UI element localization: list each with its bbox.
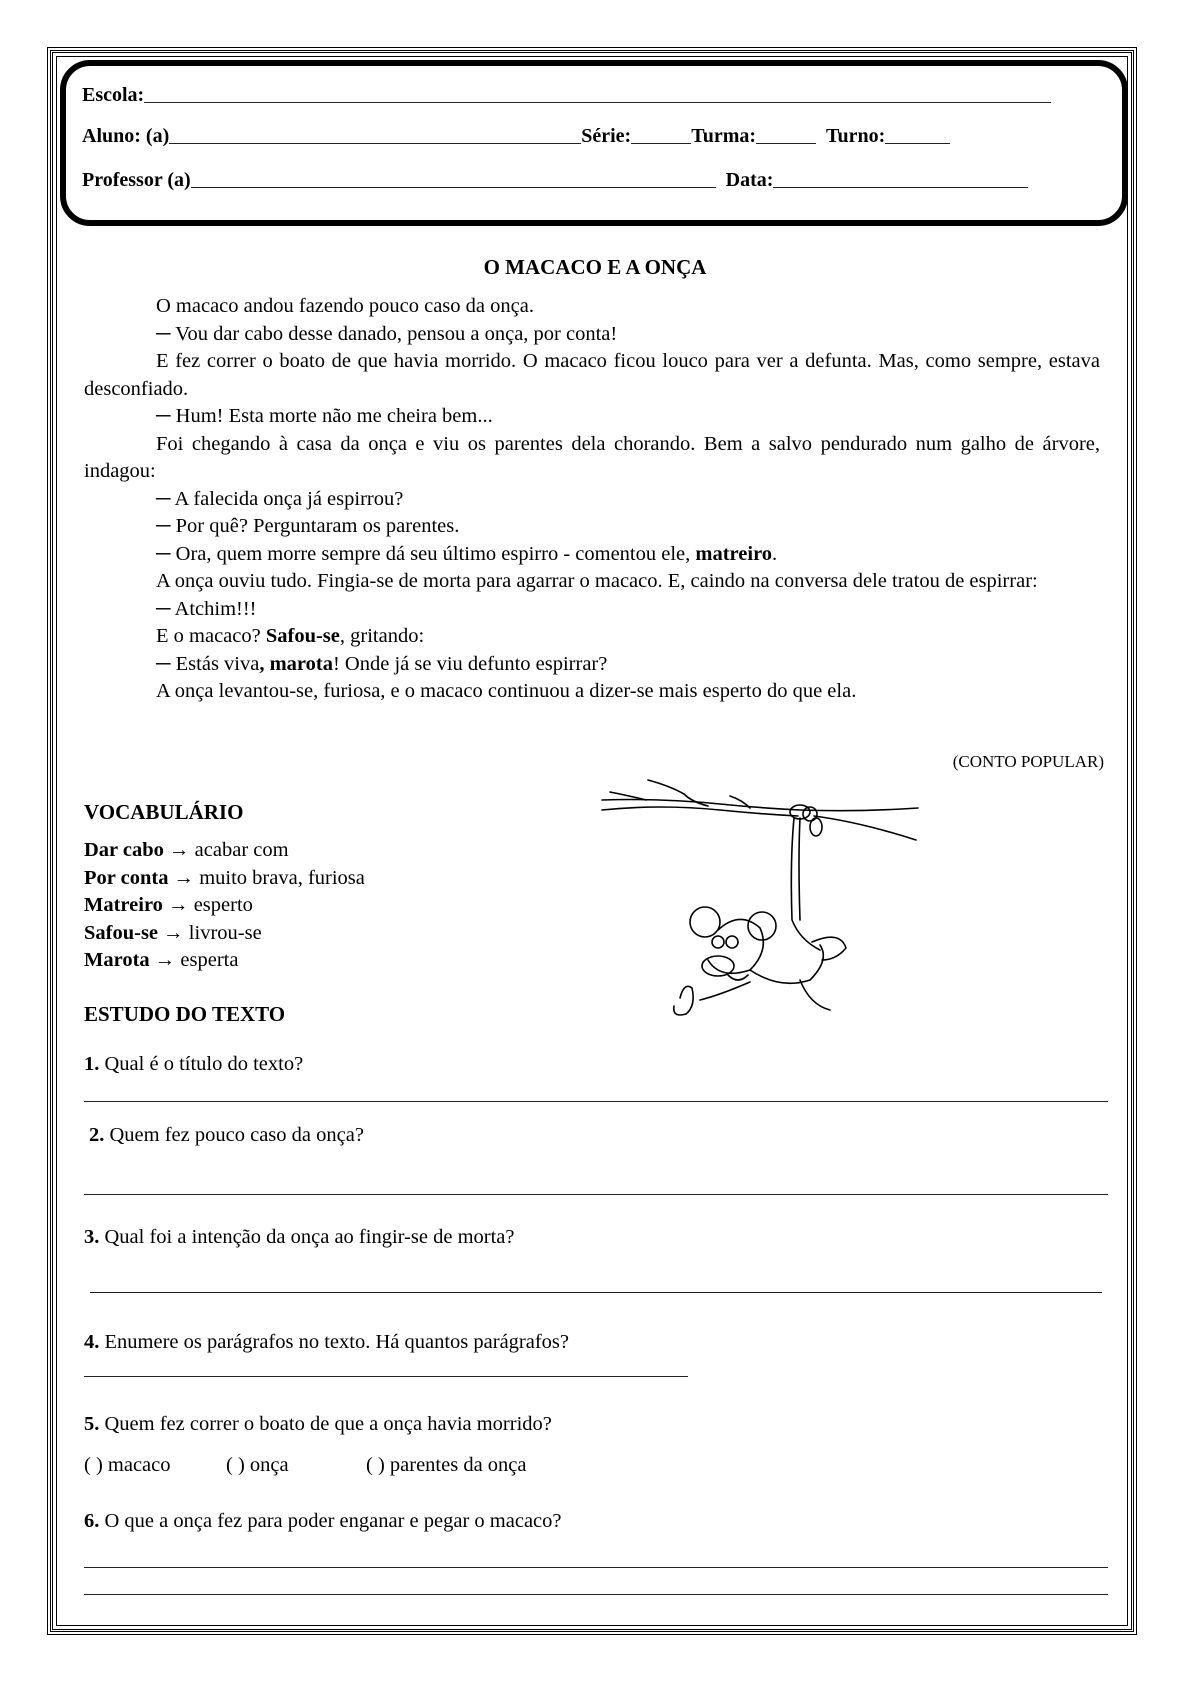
story-paragraph: ─ Hum! Esta morte não me cheira bem... [156, 405, 493, 427]
story-title: O MACACO E A ONÇA [483, 255, 707, 279]
monkey-hanging-illustration [600, 770, 920, 1020]
question-number: 2. [89, 1124, 105, 1146]
option-macaco[interactable]: ( ) macaco [84, 1454, 171, 1476]
vocab-term: Marota [84, 949, 150, 972]
vocabulary-item [84, 837, 365, 865]
date-field[interactable] [773, 167, 1028, 188]
class-label: Turma: [691, 125, 757, 147]
bold-word: Safou-se [265, 625, 340, 647]
story-paragraph: A onça levantou-se, furiosa, e o macaco continuou a dizer-se mais esperto do que ela. [156, 680, 857, 702]
student-row [82, 123, 950, 148]
option-onca[interactable]: ( ) onça [226, 1454, 289, 1476]
text: ! Onde já se viu defunto espirrar? [332, 652, 608, 675]
question-text: Qual foi a intenção da onça ao fingir-se de morta? [99, 1226, 515, 1248]
vocab-meaning: esperto [193, 894, 253, 917]
school-row [82, 82, 1051, 107]
story-paragraph: Foi chegando à casa da onça e viu os parentes dela chorando. Bem a salvo pendurado num galho de árvore, indagou: [84, 432, 1100, 482]
story-paragraph: ─ Atchim!!! [156, 597, 257, 620]
story-paragraph: O macaco andou fazendo pouco caso da onça. [156, 295, 534, 317]
vocabulary-title: VOCABULÁRIO [84, 800, 244, 824]
answer-line-6a[interactable] [84, 1567, 1108, 1568]
school-field[interactable] [144, 82, 1051, 103]
question-number: 5. [84, 1413, 100, 1435]
story-credit: (CONTO POPULAR) [952, 752, 1104, 771]
question-5 [84, 1413, 552, 1436]
shift-label: Turno: [826, 125, 886, 147]
story-text [84, 293, 1100, 706]
class-field[interactable] [756, 123, 816, 144]
question-number: 6. [84, 1510, 100, 1532]
arrow-icon: → [168, 866, 200, 889]
vocab-meaning: esperta [180, 949, 239, 972]
vocab-term: Matreiro [84, 894, 163, 917]
answer-line-3[interactable] [90, 1292, 1102, 1293]
vocab-term: Safou-se [84, 921, 159, 944]
story-paragraph: ─ A falecida onça já espirrou? [156, 487, 404, 510]
vocab-meaning: muito brava, furiosa [199, 866, 365, 889]
question-3 [84, 1226, 514, 1249]
vocab-term: Por conta [84, 866, 169, 889]
student-label: Aluno: (a) [82, 125, 170, 147]
teacher-field[interactable] [191, 167, 716, 188]
story-paragraph: A onça ouviu tudo. Fingia-se de morta para agarrar o macaco. E, caindo na conversa dele tratou de espirrar: [156, 570, 1038, 592]
question-4 [84, 1331, 569, 1354]
teacher-row [82, 167, 1028, 192]
arrow-icon: → [162, 894, 194, 917]
text: ─ Ora, quem morre sempre dá seu último espirro - comentou ele, [156, 542, 696, 565]
question-text: Quem fez pouco caso da onça? [104, 1124, 364, 1146]
branch [602, 800, 918, 811]
vocab-meaning: livrou-se [188, 921, 262, 944]
answer-line-2[interactable] [84, 1194, 1108, 1195]
question-text: Enumere os parágrafos no texto. Há quantos parágrafos? [99, 1331, 569, 1353]
option-parentes[interactable]: ( ) parentes da onça [366, 1454, 527, 1476]
story-paragraph [84, 651, 1100, 679]
bold-word: , marota [259, 652, 333, 675]
monkey-muzzle [702, 956, 734, 976]
shift-field[interactable] [885, 123, 950, 144]
school-label: Escola: [82, 84, 145, 106]
text: E o macaco? [156, 625, 266, 647]
banana [674, 986, 693, 1015]
question-2 [89, 1124, 364, 1147]
monkey-ear [690, 907, 720, 937]
date-label: Data: [725, 169, 774, 191]
answer-line-1[interactable] [84, 1101, 1108, 1102]
monkey-body [750, 945, 823, 983]
student-field[interactable] [169, 123, 581, 144]
study-section-title: ESTUDO DO TEXTO [84, 1002, 286, 1026]
text: ─ Estás viva [156, 652, 260, 675]
vocab-term: Dar cabo [84, 839, 164, 861]
question-number: 1. [84, 1053, 100, 1075]
vocabulary-item [84, 865, 365, 893]
question-text: Qual é o título do texto? [99, 1053, 304, 1075]
teacher-label: Professor (a) [82, 169, 191, 191]
question-6 [84, 1510, 562, 1533]
vocab-meaning: acabar com [194, 839, 289, 861]
arrow-icon: → [149, 949, 181, 972]
question-5-options [84, 1454, 527, 1477]
vocabulary-item [84, 947, 365, 975]
monkey-eye [712, 936, 724, 948]
question-number: 3. [84, 1226, 100, 1248]
grade-field[interactable] [631, 123, 691, 144]
answer-line-4[interactable] [84, 1376, 688, 1377]
grade-label: Série: [581, 125, 632, 147]
story-paragraph: ─ Vou dar cabo desse danado, pensou a onça, por conta! [156, 322, 618, 345]
story-paragraph: E fez correr o boato de que havia morrido. O macaco ficou louco para ver a defunta. Mas, como sempre, estava desconfiado. [84, 350, 1100, 400]
tail [791, 818, 820, 950]
text: . [772, 542, 778, 565]
answer-line-6b[interactable] [84, 1594, 1108, 1595]
vocabulary-item [84, 920, 365, 948]
question-1 [84, 1053, 303, 1076]
story-paragraph [84, 541, 1100, 569]
story-paragraph: ─ Por quê? Perguntaram os parentes. [156, 515, 460, 537]
text: , gritando: [339, 625, 425, 647]
arrow-icon: → [163, 839, 195, 861]
question-number: 4. [84, 1331, 100, 1353]
question-text: O que a onça fez para poder enganar e pegar o macaco? [99, 1510, 562, 1532]
vocabulary-item [84, 892, 365, 920]
vocabulary-list [84, 837, 365, 975]
question-text: Quem fez correr o boato de que a onça havia morrido? [99, 1413, 552, 1435]
bold-word: matreiro [695, 542, 773, 565]
story-paragraph [84, 623, 1100, 651]
arrow-icon: → [158, 921, 189, 944]
